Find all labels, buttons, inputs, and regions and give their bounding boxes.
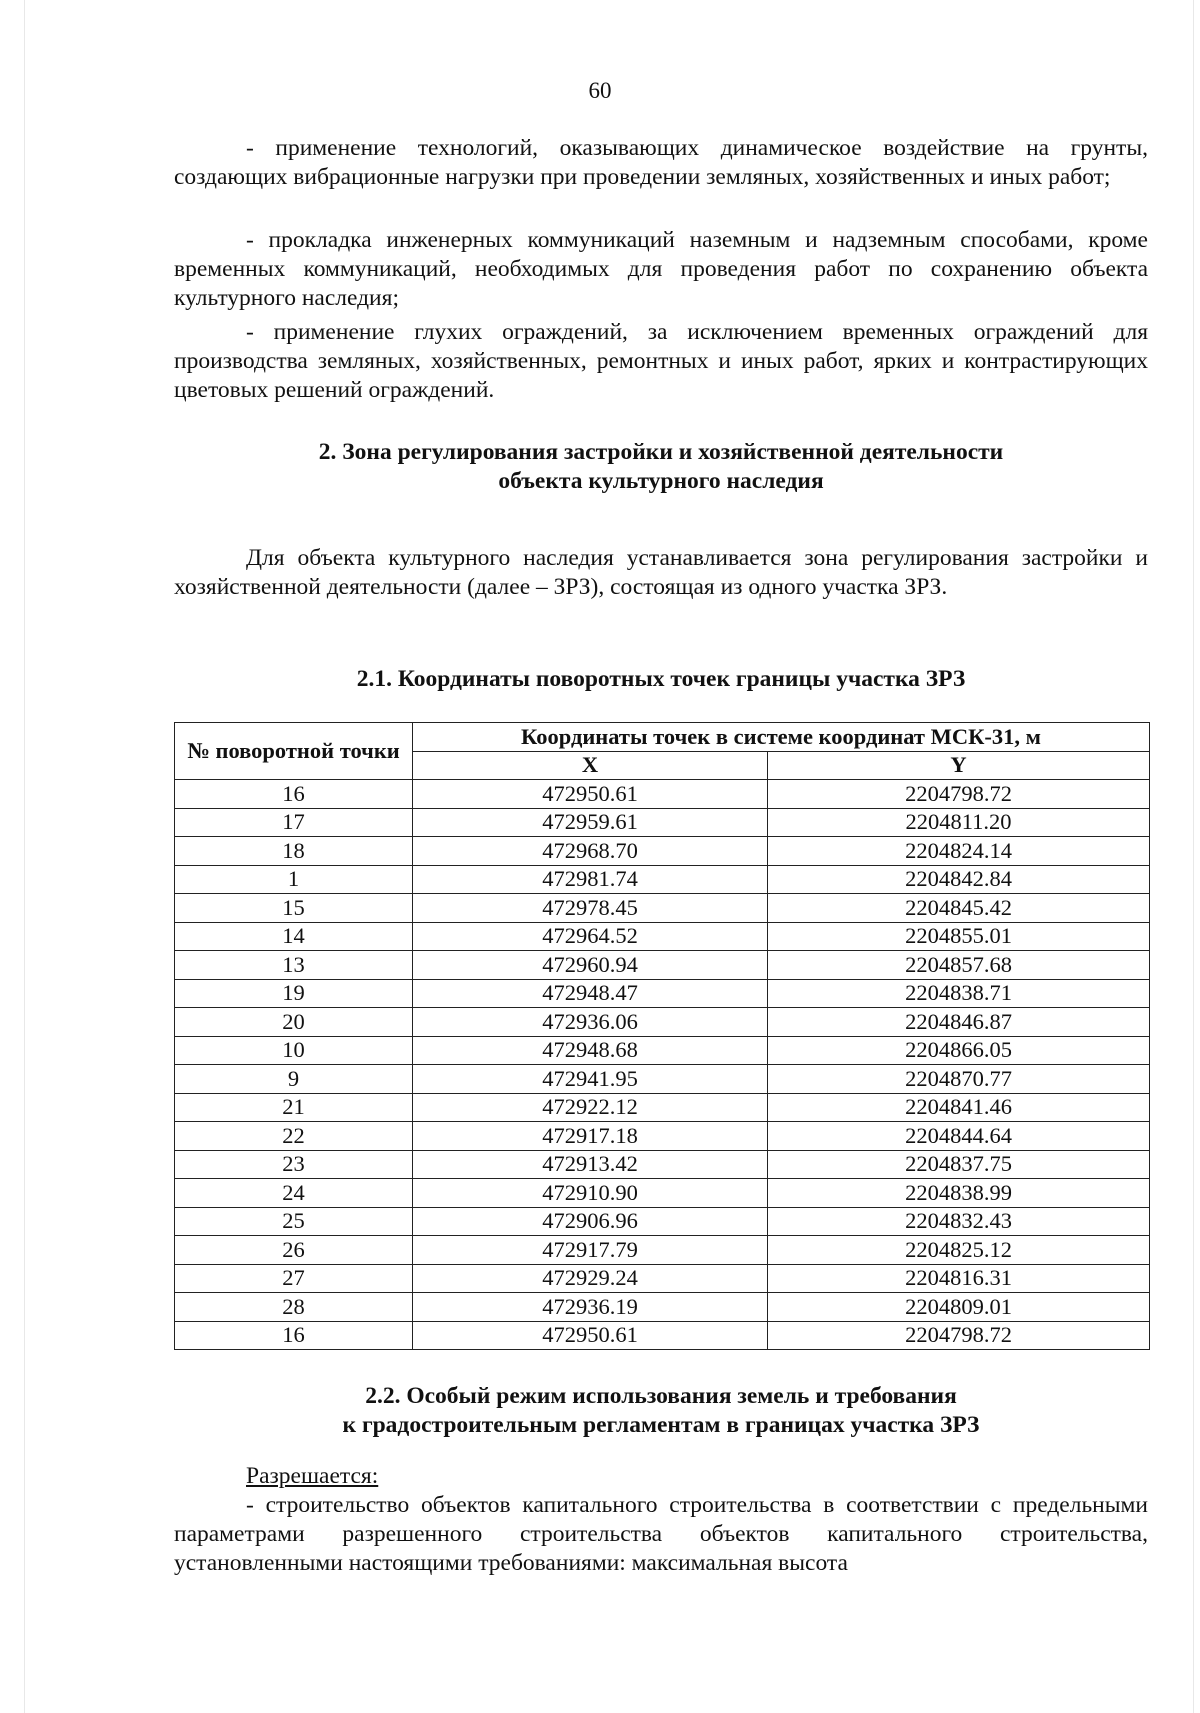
table-row — [175, 1207, 1150, 1236]
cell-y: 2204825.12 — [768, 1236, 1150, 1265]
cell-point: 18 — [175, 837, 413, 866]
cell-y: 2204842.84 — [768, 865, 1150, 894]
section-2-heading — [174, 438, 1148, 496]
intro-item-2: - прокладка инженерных коммуникаций наземным и надземным способами, кроме временных коммуникаций, необходимых для проведения работ по сохранению объекта культурного наследия; — [174, 227, 1148, 311]
cell-y: 2204832.43 — [768, 1207, 1150, 1236]
allowed-item-1: - строительство объектов капитального строительства в соответствии с предельными параметрами разрешенного строительства объектов капитального строительства, установленными настоящими требованиями: максимальная высота — [174, 1492, 1148, 1576]
table-row — [175, 1036, 1150, 1065]
cell-x: 472978.45 — [413, 894, 768, 923]
cell-y: 2204846.87 — [768, 1008, 1150, 1037]
cell-point: 20 — [175, 1008, 413, 1037]
col-x-header: X — [413, 751, 768, 780]
table-row — [175, 1008, 1150, 1037]
cell-x: 472913.42 — [413, 1150, 768, 1179]
table-header-row-1 — [175, 723, 1150, 752]
table-row — [175, 780, 1150, 809]
cell-point: 13 — [175, 951, 413, 980]
cell-x: 472948.47 — [413, 979, 768, 1008]
cell-x: 472906.96 — [413, 1207, 768, 1236]
table-row — [175, 1236, 1150, 1265]
cell-y: 2204824.14 — [768, 837, 1150, 866]
cell-x: 472968.70 — [413, 837, 768, 866]
cell-point: 23 — [175, 1150, 413, 1179]
table-row — [175, 922, 1150, 951]
cell-y: 2204855.01 — [768, 922, 1150, 951]
cell-point: 10 — [175, 1036, 413, 1065]
cell-point: 26 — [175, 1236, 413, 1265]
section-2-paragraph: Для объекта культурного наследия устанавливается зона регулирования застройки и хозяйственной деятельности (далее – ЗРЗ), состоящая из одного участка ЗРЗ. — [174, 545, 1148, 600]
section-2-2-heading — [174, 1382, 1148, 1440]
table-row — [175, 894, 1150, 923]
cell-y: 2204870.77 — [768, 1065, 1150, 1094]
cell-x: 472981.74 — [413, 865, 768, 894]
cell-y: 2204866.05 — [768, 1036, 1150, 1065]
cell-x: 472936.19 — [413, 1293, 768, 1322]
table-row — [175, 1321, 1150, 1350]
cell-y: 2204811.20 — [768, 808, 1150, 837]
table-row — [175, 979, 1150, 1008]
cell-x: 472959.61 — [413, 808, 768, 837]
section-2-1-title: 2.1. Координаты поворотных точек границы участка ЗРЗ — [356, 666, 966, 692]
cell-point: 17 — [175, 808, 413, 837]
coordinates-table — [174, 722, 1150, 1350]
cell-y: 2204837.75 — [768, 1150, 1150, 1179]
cell-x: 472948.68 — [413, 1036, 768, 1065]
col-y-header: Y — [768, 751, 1150, 780]
table-row — [175, 1065, 1150, 1094]
table-row — [175, 808, 1150, 837]
cell-x: 472917.18 — [413, 1122, 768, 1151]
table-row — [175, 1293, 1150, 1322]
cell-point: 15 — [175, 894, 413, 923]
table-row — [175, 865, 1150, 894]
cell-point: 22 — [175, 1122, 413, 1151]
col-point-header: № поворотной точки — [175, 723, 413, 780]
cell-y: 2204816.31 — [768, 1264, 1150, 1293]
section-2-title-line2: объекта культурного наследия — [498, 468, 824, 494]
cell-y: 2204841.46 — [768, 1093, 1150, 1122]
cell-y: 2204838.71 — [768, 979, 1150, 1008]
cell-point: 14 — [175, 922, 413, 951]
scan-edge-left — [24, 0, 25, 1713]
table-row — [175, 951, 1150, 980]
cell-point: 9 — [175, 1065, 413, 1094]
cell-x: 472960.94 — [413, 951, 768, 980]
cell-point: 24 — [175, 1179, 413, 1208]
cell-x: 472941.95 — [413, 1065, 768, 1094]
cell-y: 2204845.42 — [768, 894, 1150, 923]
cell-y: 2204844.64 — [768, 1122, 1150, 1151]
coordinates-table-body — [175, 780, 1150, 1350]
cell-x: 472929.24 — [413, 1264, 768, 1293]
section-2-title-line1: 2. Зона регулирования застройки и хозяйственной деятельности — [318, 439, 1004, 465]
table-row — [175, 1122, 1150, 1151]
cell-point: 25 — [175, 1207, 413, 1236]
cell-y: 2204857.68 — [768, 951, 1150, 980]
cell-x: 472964.52 — [413, 922, 768, 951]
page-number: 60 — [588, 78, 612, 103]
table-row — [175, 837, 1150, 866]
cell-point: 19 — [175, 979, 413, 1008]
cell-x: 472922.12 — [413, 1093, 768, 1122]
cell-x: 472950.61 — [413, 1321, 768, 1350]
cell-y: 2204838.99 — [768, 1179, 1150, 1208]
section-2-2-title-line2: к градостроительным регламентам в границах участка ЗРЗ — [342, 1412, 980, 1438]
cell-x: 472910.90 — [413, 1179, 768, 1208]
table-row — [175, 1179, 1150, 1208]
cell-y: 2204798.72 — [768, 780, 1150, 809]
cell-point: 28 — [175, 1293, 413, 1322]
cell-x: 472936.06 — [413, 1008, 768, 1037]
cell-x: 472950.61 — [413, 780, 768, 809]
col-coords-header: Координаты точек в системе координат МСК-31, м — [413, 723, 1150, 752]
intro-item-1: - применение технологий, оказывающих динамическое воздействие на грунты, создающих вибрационные нагрузки при проведении земляных, хозяйственных и иных работ; — [174, 135, 1148, 190]
cell-y: 2204809.01 — [768, 1293, 1150, 1322]
intro-item-3: - применение глухих ограждений, за исключением временных ограждений для производства земляных, хозяйственных, ремонтных и иных работ, ярких и контрастирующих цветовых решений ограждений. — [174, 319, 1148, 403]
cell-x: 472917.79 — [413, 1236, 768, 1265]
table-row — [175, 1150, 1150, 1179]
scan-edge-right — [1193, 0, 1194, 1713]
table-row — [175, 1264, 1150, 1293]
allowed-label: Разрешается: — [246, 1463, 379, 1489]
cell-point: 1 — [175, 865, 413, 894]
cell-point: 16 — [175, 1321, 413, 1350]
cell-y: 2204798.72 — [768, 1321, 1150, 1350]
table-row — [175, 1093, 1150, 1122]
cell-point: 21 — [175, 1093, 413, 1122]
cell-point: 27 — [175, 1264, 413, 1293]
cell-point: 16 — [175, 780, 413, 809]
section-2-2-title-line1: 2.2. Особый режим использования земель и требования — [365, 1383, 957, 1409]
